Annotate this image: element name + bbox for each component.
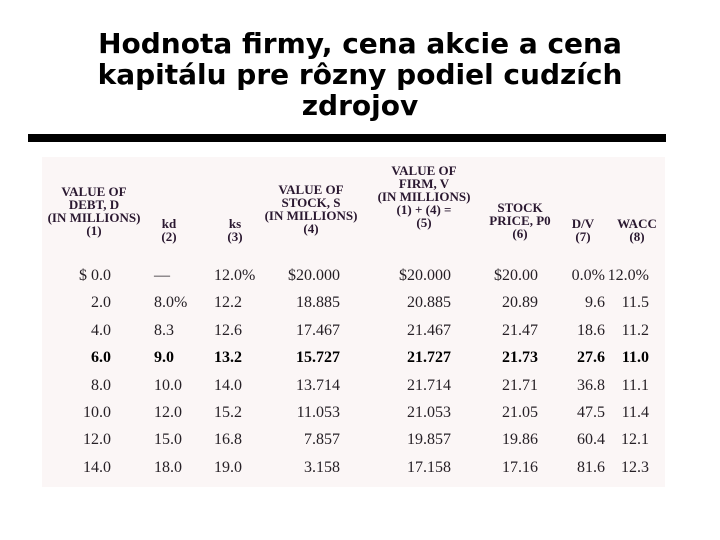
cell-wacc: 12.0% <box>607 267 649 284</box>
header-line: STOCK, S <box>281 195 341 210</box>
cell-dv: 36.8 <box>577 376 605 394</box>
cell-firm: 21.467 <box>407 321 451 339</box>
header-line: WACC <box>617 216 657 231</box>
cell-wacc: 11.4 <box>621 404 649 421</box>
cell-firm: 19.857 <box>407 431 451 449</box>
header-line: (1) + (4) = <box>396 202 452 217</box>
header-line: (6) <box>512 226 528 241</box>
cell-kd: 12.0 <box>154 404 182 421</box>
cell-debt: 2.0 <box>91 294 111 312</box>
header-line: FIRM, V <box>398 176 450 191</box>
cell-price: $20.00 <box>494 267 538 284</box>
cell-ks: 14.0 <box>214 376 242 394</box>
header-line: DEBT, D <box>68 197 120 212</box>
cell-firm: 21.053 <box>407 404 451 421</box>
cell-kd: 8.0% <box>154 294 188 312</box>
table-image <box>42 157 665 487</box>
header-line: D/V <box>571 216 595 231</box>
cell-ks: 12.6 <box>214 321 242 339</box>
cell-stock: 7.857 <box>304 431 340 449</box>
header-line: VALUE OF <box>391 163 457 178</box>
cell-stock: $20.000 <box>288 267 340 284</box>
header-line: (IN MILLIONS) <box>47 210 141 225</box>
title-line-1: Hodnota firmy, cena akcie a cena <box>98 27 622 60</box>
cell-stock: 18.885 <box>296 294 340 312</box>
cell-kd: — <box>154 267 170 284</box>
cell-ks: 12.2 <box>214 294 242 312</box>
cell-debt: 14.0 <box>83 458 111 476</box>
header-stock <box>251 183 371 235</box>
cell-price: 21.71 <box>502 376 538 394</box>
cell-dv: 60.4 <box>577 431 605 449</box>
header-line: (1) <box>86 223 102 238</box>
cell-price: 17.16 <box>502 458 538 476</box>
cell-ks: 13.2 <box>214 349 242 367</box>
header-line: (IN MILLIONS) <box>377 189 471 204</box>
cell-wacc: 11.5 <box>621 294 649 312</box>
cell-price: 20.89 <box>502 294 538 312</box>
cell-stock: 3.158 <box>304 458 340 476</box>
cell-firm: 21.714 <box>407 376 451 394</box>
cell-ks: 16.8 <box>214 431 242 449</box>
cell-ks: 12.0% <box>214 267 256 284</box>
title-line-2: kapitálu pre rôzny podiel cudzích <box>97 58 623 91</box>
cell-wacc: 11.0 <box>621 349 649 367</box>
cell-firm: 20.885 <box>407 294 451 312</box>
cell-price: 19.86 <box>502 431 538 449</box>
cell-kd: 15.0 <box>154 431 182 449</box>
cell-wacc: 11.2 <box>621 321 649 339</box>
slide-title <box>40 28 680 121</box>
cell-firm: 21.727 <box>407 349 451 367</box>
cell-debt: 12.0 <box>83 431 111 449</box>
header-line: (7) <box>575 229 591 244</box>
cell-firm: 17.158 <box>407 458 451 476</box>
cell-stock: 11.053 <box>296 404 340 421</box>
header-line: (2) <box>161 229 177 244</box>
cell-ks: 15.2 <box>214 404 242 421</box>
cell-stock: 17.467 <box>296 321 340 339</box>
header-line: (IN MILLIONS) <box>264 208 358 223</box>
cell-dv: 9.6 <box>585 294 605 312</box>
header-line: (4) <box>303 221 319 236</box>
cell-ks: 19.0 <box>214 458 242 476</box>
header-line: PRICE, P0 <box>489 213 551 228</box>
header-line: (8) <box>629 229 645 244</box>
cell-price: 21.05 <box>502 404 538 421</box>
cell-stock: 15.727 <box>296 349 340 367</box>
cell-wacc: 12.3 <box>621 458 649 476</box>
cell-kd: 10.0 <box>154 376 182 394</box>
cell-kd: 18.0 <box>154 458 182 476</box>
cell-debt: 6.0 <box>91 349 111 367</box>
header-line: (3) <box>227 229 243 244</box>
header-wacc <box>577 217 697 243</box>
header-line: kd <box>161 216 177 231</box>
cell-price: 21.73 <box>502 349 538 367</box>
header-line: STOCK <box>497 200 543 215</box>
cell-firm: $20.000 <box>399 267 451 284</box>
header-line: ks <box>228 216 242 231</box>
cell-kd: 8.3 <box>154 321 174 339</box>
cell-debt: $ 0.0 <box>79 267 111 284</box>
cell-dv: 27.6 <box>577 349 605 367</box>
cell-kd: 9.0 <box>154 349 174 367</box>
cell-debt: 8.0 <box>91 376 111 394</box>
cell-dv: 47.5 <box>577 404 605 421</box>
title-divider <box>28 134 666 142</box>
cell-debt: 10.0 <box>83 404 111 421</box>
cell-debt: 4.0 <box>91 321 111 339</box>
cell-price: 21.47 <box>502 321 538 339</box>
cell-dv: 0.0% <box>571 267 605 284</box>
title-line-3: zdrojov <box>301 89 419 122</box>
cell-stock: 13.714 <box>296 376 340 394</box>
cell-dv: 81.6 <box>577 458 605 476</box>
header-line: VALUE OF <box>278 182 344 197</box>
header-line: (5) <box>416 215 432 230</box>
cell-dv: 18.6 <box>577 321 605 339</box>
header-line: VALUE OF <box>61 184 127 199</box>
cell-wacc: 12.1 <box>621 431 649 449</box>
cell-wacc: 11.1 <box>621 376 649 394</box>
